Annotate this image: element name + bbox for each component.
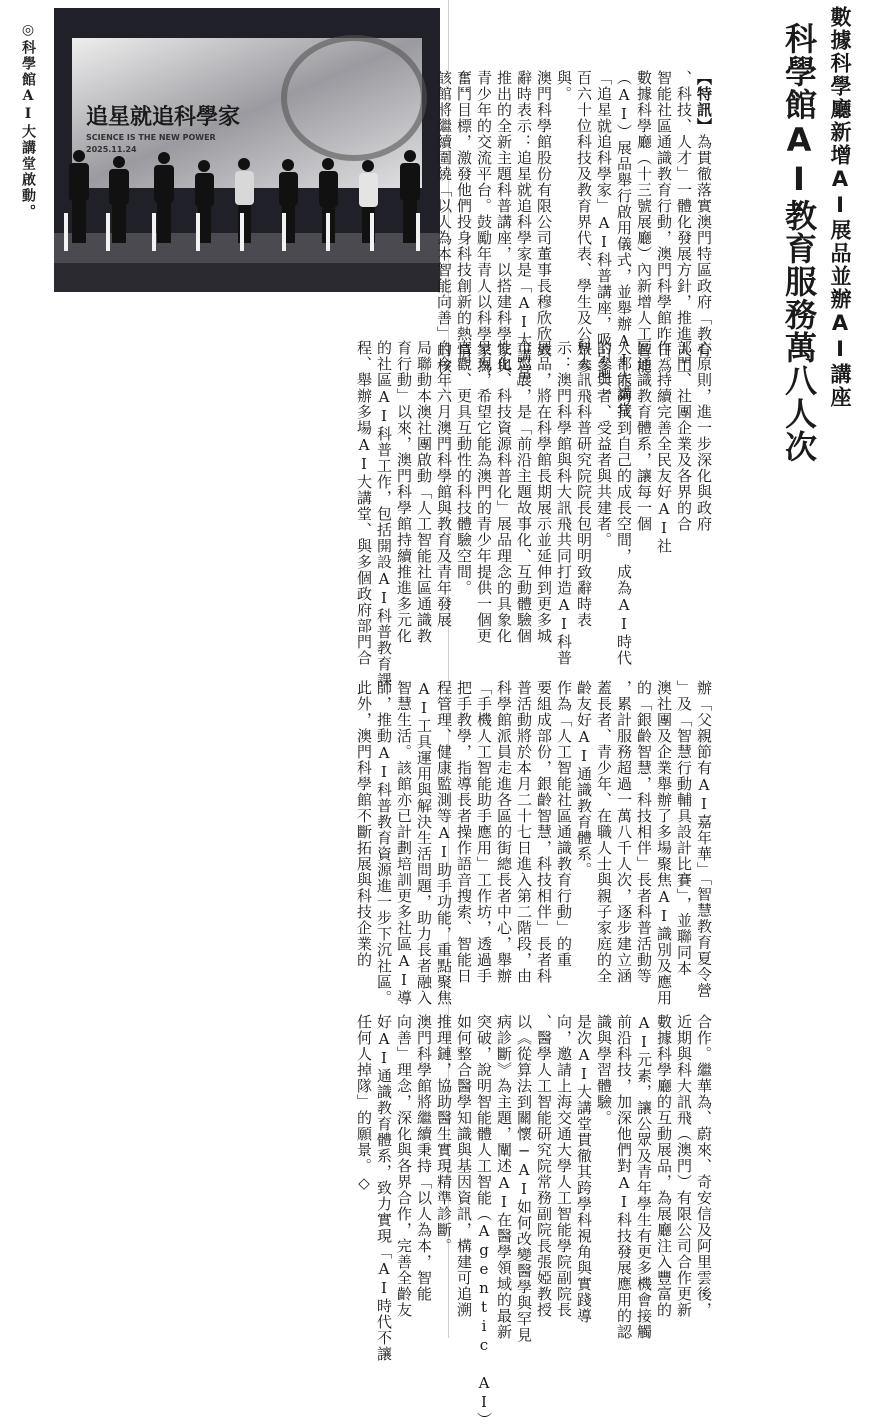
article-line: 突破，說明智能體人工智能（Agentic AI） <box>475 1014 493 1428</box>
article-line: 「追星就追科學家」AI科普講座，吸引逾二 <box>595 70 613 396</box>
event-photo-illustration <box>54 8 440 292</box>
article-line: 要組成部份，銀齡智慧，科技相伴」長者科 <box>535 680 553 984</box>
article-line: 科學館派員走進各區的街總長者中心，舉辦 <box>495 680 513 984</box>
photo-caption <box>20 22 36 220</box>
article-column-1 <box>434 70 714 418</box>
article-line: 部門、社團企業及各界的合 <box>675 340 693 532</box>
article-line: 把手教學，指導長者操作語音搜索、智能日 <box>455 680 473 984</box>
article-line: 合作。繼華為、蔚來、奇安信及阿里雲後， <box>695 1014 713 1318</box>
article-line: 展品，將在科學館長期展示並延伸到更多城 <box>535 340 553 644</box>
article-line: 智慧生活。該館亦已計劃培訓更多社區AI導 <box>395 680 413 1006</box>
article-line: 師，推動AI科普教育資源進一步下沉社區。 <box>375 680 393 1006</box>
article-line: 「手機人工智能助手應用」工作坊，透過手 <box>475 680 493 984</box>
article-line: 百六十位科技及教育界代表、學生及公眾參 <box>575 70 593 374</box>
article-line: 病診斷》為主題，闡述AI在醫學領域的最新 <box>495 1014 513 1340</box>
caption-mark: ◎ <box>20 22 36 40</box>
article-line: 如何整合醫學知識與基因資訊，構建可追溯 <box>455 1014 473 1318</box>
article-line: 蓋長者、青少年、在職人士與親子家庭的全 <box>595 680 613 984</box>
article-line: 澳門科學館將繼續秉持「以人為本，智能 <box>415 1014 433 1302</box>
headline-main: 科學館AI教育服務萬八人次 <box>780 22 818 463</box>
article-line: 向，邀請上海交通大學人工智能學院副院長 <box>555 1014 573 1318</box>
article-line: 程、舉辦多場AI大講堂、與多個政府部門合 <box>355 340 373 666</box>
article-line: 任何人掉隊」的願景。◇ <box>355 1014 373 1193</box>
article-line: 推理鏈，協助醫生實現精準診斷。 <box>435 1014 453 1254</box>
caption-text: 科學館AI大講堂啟動。 <box>20 40 36 220</box>
article-line: 好AI通識教育體系，致力實現「AI時代不讓 <box>375 1014 393 1362</box>
article-line: 數據科學廳的互動展品，為展廳注入豐富的 <box>655 1014 673 1318</box>
article-line: 辦「父親節有AI嘉年華」「智慧教育夏令營 <box>695 680 713 999</box>
article-line: 澳門科學館股份有限公司董事長穆欣欣致 <box>535 70 553 358</box>
article-line: 向善」理念，深化與各界合作，完善全齡友 <box>395 1014 413 1318</box>
article-line: 辭時表示：追星就追科學家是「AI大講堂」 <box>515 70 533 396</box>
event-photo <box>54 8 440 292</box>
article-line: 澳社團及企業舉辦了多場聚焦AI識別及應用 <box>655 680 673 1006</box>
article-line: 市巡展，是「前沿主題故事化、互動體驗個 <box>515 340 533 644</box>
banner-subtitle: SCIENCE IS THE NEW POWER <box>86 133 216 142</box>
article-line: 心原則，進一步深化與政府 <box>695 340 713 532</box>
article-line: 人都能夠找到自己的成長空間，成為AI時代 <box>615 340 633 666</box>
article-line: 推出的全新主題科普講座，以搭建科學家與 <box>495 70 513 374</box>
banner-title: 追星就追科學家 <box>86 105 241 130</box>
article-line: 性化、科技資源科普化」展品理念的具象化 <box>495 340 513 644</box>
article-line: 近期與科大訊飛（澳門）有限公司合作更新 <box>675 1014 693 1318</box>
article-line: 智能社區通識教育行動，澳門科學館昨日為 <box>655 70 673 374</box>
article-line: 育行動」以來，澳門科學館持續推進多元化 <box>395 340 413 644</box>
headline-subtitle: 數據科學廳新增AI展品並辦AI講座 <box>828 6 852 409</box>
article-line: 與。 <box>555 70 573 102</box>
article-line: 示：澳門科學館與科大訊飛共同打造AI科普 <box>555 340 573 666</box>
article-line: 以《從算法到關懷─AI如何改變醫學與罕見 <box>515 1014 533 1343</box>
article-line: 程管理、健康監測等AI助手功能，重點聚焦 <box>435 680 453 1006</box>
article-line: 識與學習體驗。 <box>595 1014 613 1126</box>
article-column-4 <box>354 1014 714 1428</box>
article-line: （AI）展品舉行啟用儀式，並舉辦AI大講堂 <box>615 70 633 418</box>
article-line: 直觀、更具互動性的科技體驗空間。 <box>455 340 473 596</box>
article-line: 局聯動本澳社團啟動「人工智能社區通識教 <box>415 340 433 644</box>
article-line: 的「銀齡智慧，科技相伴」長者科普活動等 <box>635 680 653 984</box>
banner-date: 2025.11.24 <box>86 145 137 154</box>
article-line: 、醫學人工智能研究院常務副院長張婭教授 <box>535 1014 553 1318</box>
article-line: AI工具運用與解決生活問題，助力長者融入 <box>415 680 433 1006</box>
article-line: 作。持續完善全民友好AI社 <box>655 340 673 554</box>
article-line: 呈現，希望它能為澳門的青少年提供一個更 <box>475 340 493 644</box>
article-line: ，累計服務超過一萬八千人次，逐步建立涵 <box>615 680 633 984</box>
article-line: 齡友好AI通識教育體系。 <box>575 680 593 878</box>
article-line: 數據科學廳（十三號展廳）內新增人工智能 <box>635 70 653 374</box>
article-line: 的社區AI科普工作，包括開設AI科普教育課 <box>375 340 393 688</box>
article-line: AI元素，讓公眾及青年學生有更多機會接觸 <box>635 1014 653 1340</box>
article-line: 」及「智慧行動輔具設計比賽」，並聯同本 <box>675 680 693 977</box>
article-lead: 【特訊】 <box>695 70 713 134</box>
article-line-text: 為貫徹落實澳門特區政府「教育 <box>695 134 713 358</box>
article-line: 作為「人工智能社區通識教育行動」的重 <box>555 680 573 968</box>
article-line: 青少年的交流平台。鼓勵年青人以科學家為 <box>475 70 493 374</box>
article-line: 奮鬥目標，激發他們投身科技創新的熱情。 <box>455 70 473 374</box>
article-line: 區通識教育體系，讓每一個 <box>635 340 653 532</box>
article-line: 是次AI大講堂貫徹其跨學科視角與實踐導 <box>575 1014 593 1324</box>
article-column-2 <box>354 340 714 688</box>
article-line: 前沿科技，加深他們對AI科技發展應用的認 <box>615 1014 633 1340</box>
article-line: 自今年六月澳門科學館與教育及青年發展 <box>435 340 453 628</box>
article-line: 科大訊飛科普研究院院長包明明致辭時表 <box>575 340 593 628</box>
article-line: 的參與者、受益者與共建者。 <box>595 340 613 548</box>
article-line <box>694 70 714 358</box>
article-line: 該館將繼續圍繞「以人為本智能向善」的核 <box>435 70 453 374</box>
article-column-3 <box>354 680 714 1010</box>
article-line: 、科技、人才」一體化發展方針，推進人工 <box>675 70 693 374</box>
article-line: 此外，澳門科學館不斷拓展與科技企業的 <box>355 680 373 968</box>
article-line: 普活動將於本月二十七日進入第二階段，由 <box>515 680 533 984</box>
